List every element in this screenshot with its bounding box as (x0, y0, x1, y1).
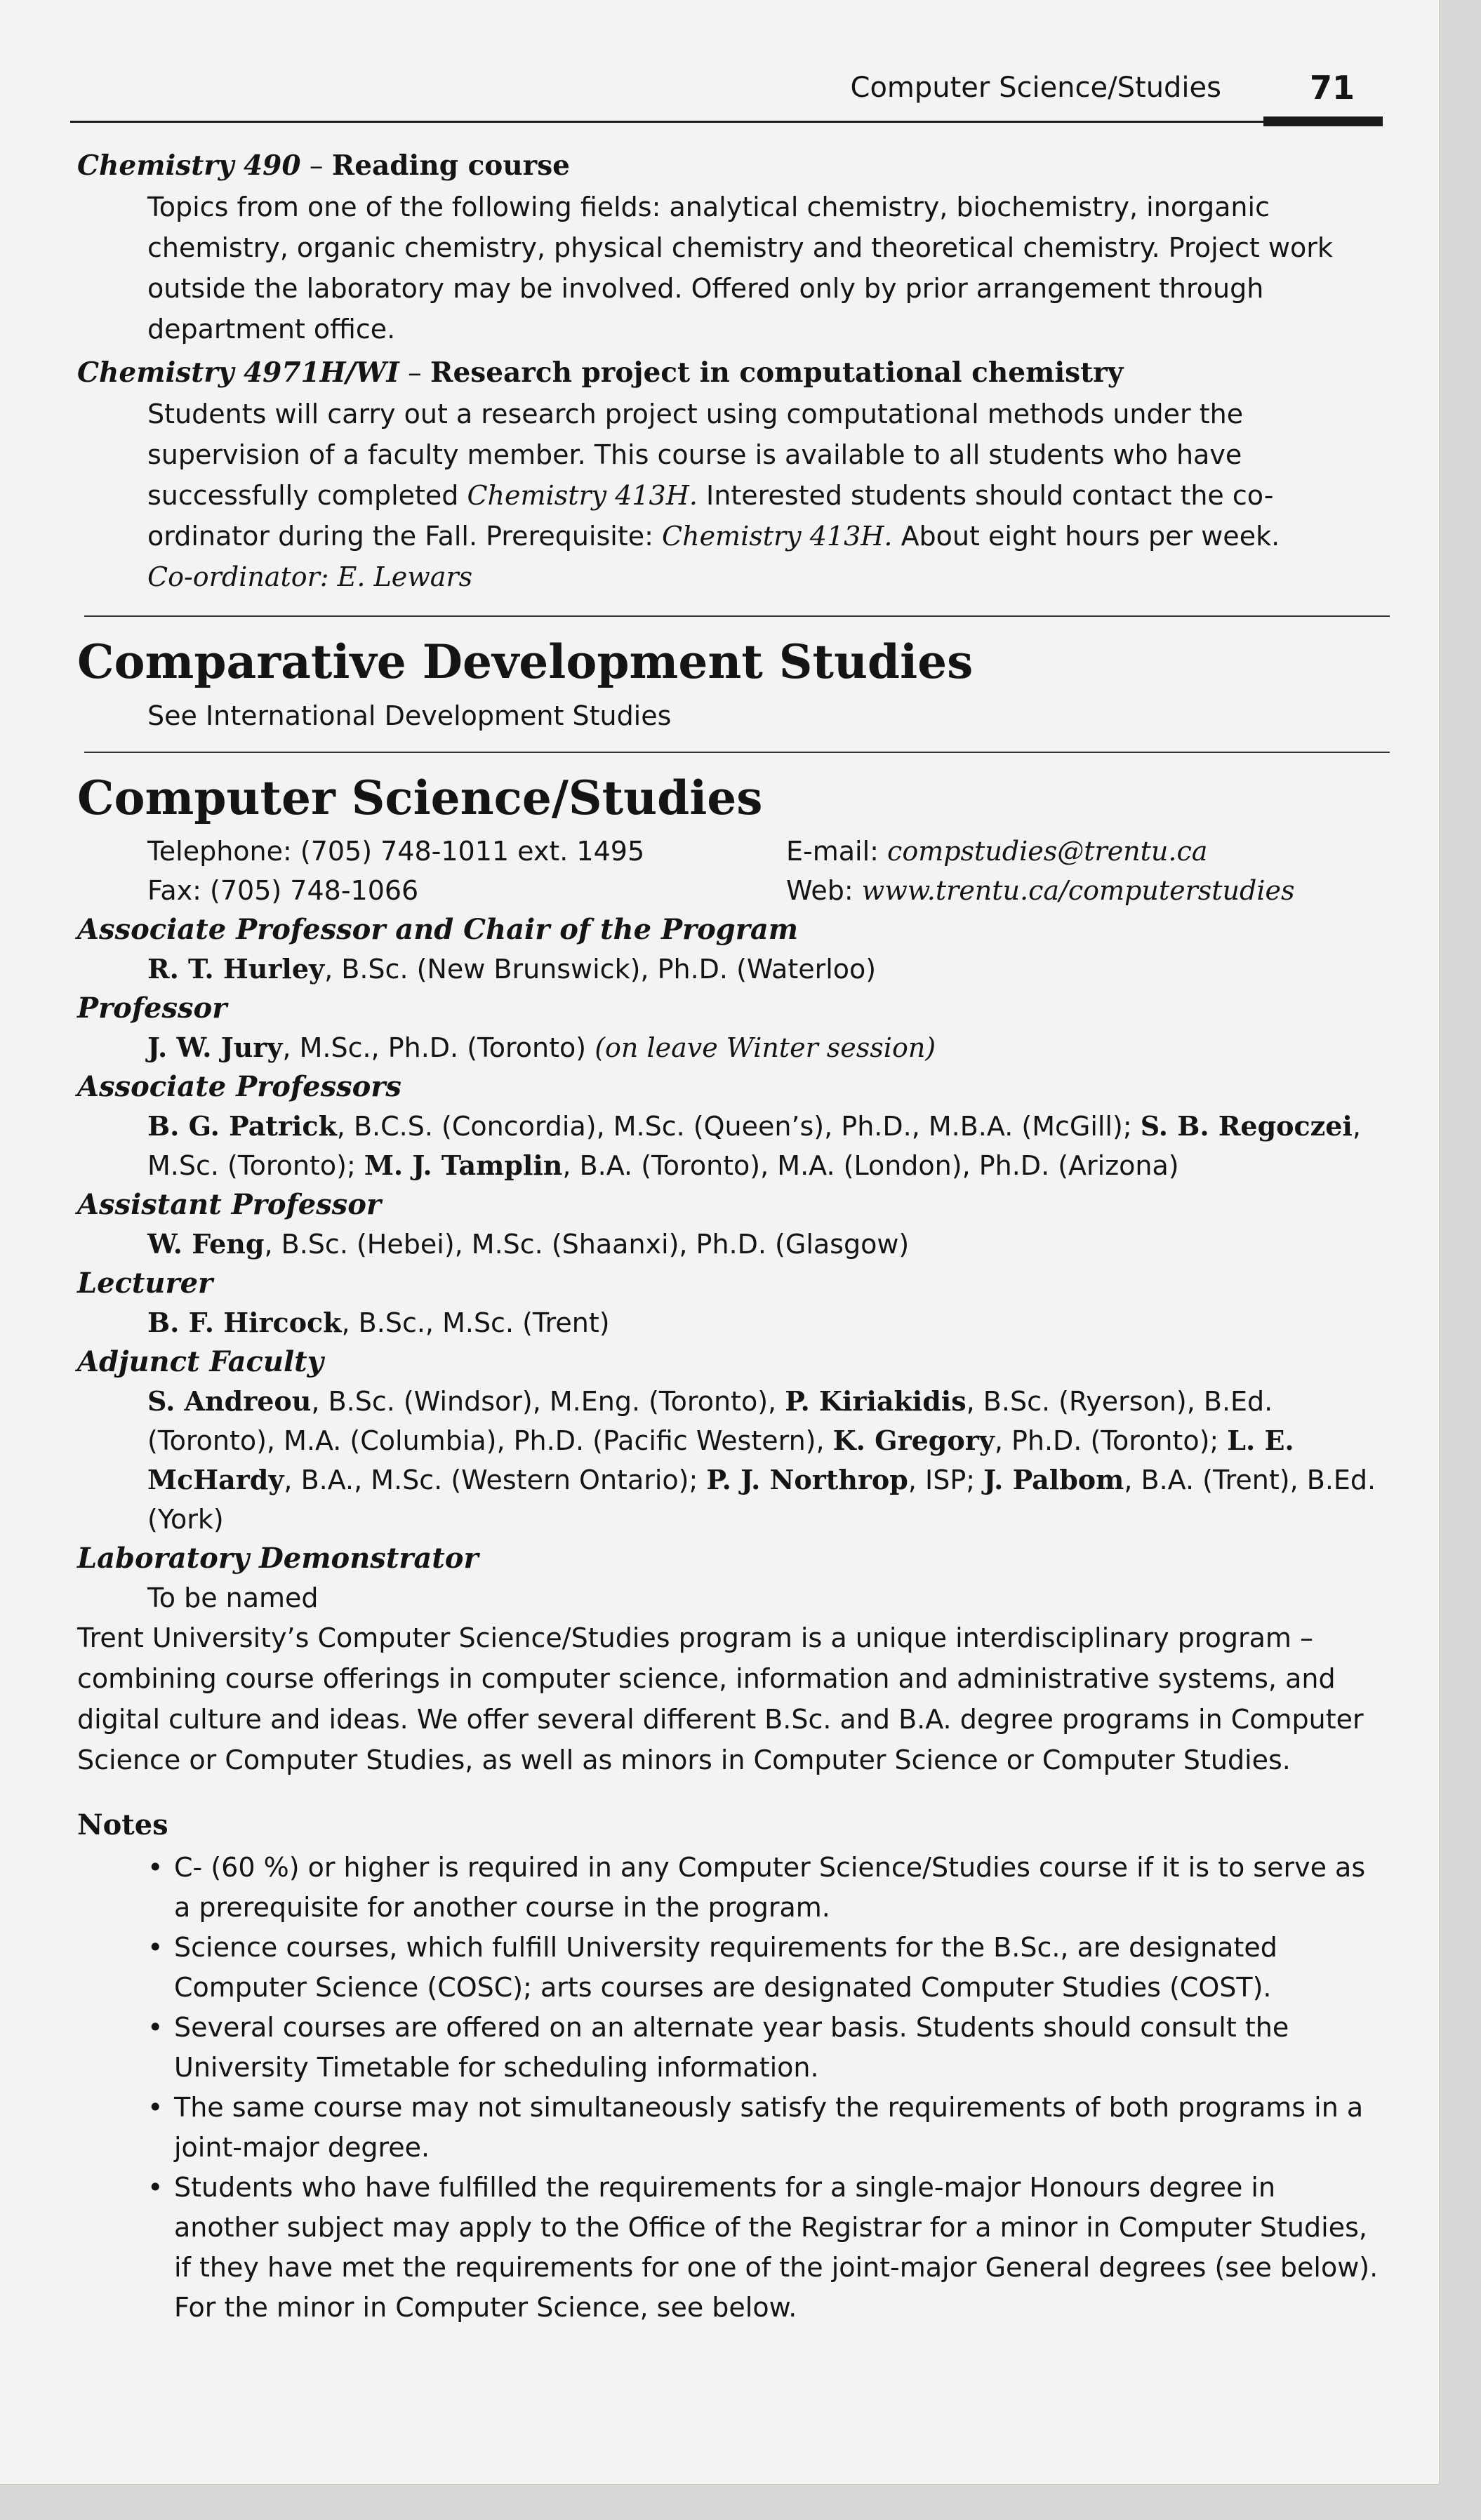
course-ref: Chemistry 413H. (662, 521, 893, 552)
course-ref: Chemistry 413H. (467, 480, 698, 511)
fax: Fax: (705) 748-1066 (147, 875, 419, 906)
course-title: Research project in computational chemistry (430, 356, 1124, 389)
faculty-list (77, 1107, 1383, 1185)
faculty-name: R. T. Hurley (147, 953, 325, 985)
course-code: Chemistry 490 (77, 149, 301, 182)
faculty-name: L. E. McHardy (147, 1425, 1294, 1495)
faculty-credentials: , B.Sc., M.Sc. (Trent) (341, 1307, 610, 1338)
faculty-list (77, 1382, 1383, 1539)
email-line (786, 832, 1418, 871)
section-divider (84, 615, 1390, 617)
faculty-list (77, 1225, 1383, 1264)
web-label: Web: (786, 875, 862, 906)
note-item (147, 2168, 1383, 2328)
email-label: E-mail: (786, 836, 888, 867)
section-heading-cs: Computer Science/Studies (77, 771, 763, 825)
faculty-name: B. G. Patrick (147, 1110, 337, 1142)
page-content (77, 56, 1383, 2328)
faculty-credentials: , M.Sc., Ph.D. (Toronto) (282, 1032, 595, 1063)
email-address[interactable]: compstudies@trentu.ca (887, 836, 1208, 867)
faculty-name: S. Andreou (147, 1385, 312, 1417)
note-text: Science courses, which fulfill University requirements for the B.Sc., are designated Computer Science (COSC); arts courses are designated Computer Studies (COST). (174, 1932, 1277, 2003)
notes-heading: Notes (77, 1808, 168, 1841)
web-address[interactable]: www.trentu.ca/computerstudies (861, 875, 1295, 906)
telephone: Telephone: (705) 748-1011 ext. 1495 (147, 836, 645, 867)
running-title: Computer Science/Studies (850, 72, 1221, 104)
faculty-credentials: , B.Sc. (Hebei), M.Sc. (Shaanxi), Ph.D. (Glasgow) (264, 1229, 910, 1260)
faculty-credentials: , B.Sc. (Ryerson), B.Ed. (Toronto), M.A. (Columbia), Ph.D. (Pacific Western), (147, 1386, 1273, 1456)
bullet: • (147, 1852, 164, 1883)
note-text: The same course may not simultaneously satisfy the requirements of both programs in a joint-major degree. (174, 2092, 1364, 2163)
faculty-credentials: , B.A., M.Sc. (Western Ontario); (284, 1465, 707, 1495)
course-description (77, 394, 1383, 556)
faculty-note: (on leave Winter session) (595, 1032, 936, 1063)
faculty-name: S. B. Regoczei (1140, 1110, 1353, 1142)
note-item (147, 1848, 1383, 1928)
course-code: Chemistry 4971H/WI (77, 356, 399, 389)
bullet: • (147, 1932, 164, 1963)
bullet: • (147, 2092, 164, 2123)
course-dash: – (309, 150, 332, 182)
faculty-role: Laboratory Demonstrator (77, 1542, 479, 1575)
faculty-role: Associate Professor and Chair of the Program (77, 913, 799, 946)
bullet: • (147, 2012, 164, 2043)
faculty-credentials: , Ph.D. (Toronto); (994, 1425, 1228, 1456)
faculty-name: B. F. Hircock (147, 1307, 342, 1338)
desc-part: Interested students should contact the co-ordinator during the Fall. Prerequisite: (147, 480, 1274, 552)
program-intro: Trent University’s Computer Science/Studies program is a unique interdisciplinary program – combining course offerings in computer science, information and administrative systems, and digital culture and ideas. We offer several different B.Sc. and B.A. degree programs in Computer Science or Computer Studies, as well as minors in Computer Science or Computer Studies. (77, 1622, 1364, 1775)
faculty-credentials: , B.C.S. (Concordia), M.Sc. (Queen’s), Ph.D., M.B.A. (McGill); (336, 1111, 1141, 1142)
faculty-name: J. Palbom (983, 1464, 1124, 1495)
faculty-name: P. Kiriakidis (785, 1385, 967, 1417)
faculty-credentials: , B.A. (Toronto), M.A. (London), Ph.D. (Arizona) (562, 1150, 1179, 1181)
faculty-credentials: , B.A. (Trent), B.Ed. (York) (147, 1465, 1376, 1535)
note-text: Several courses are offered on an alternate year basis. Students should consult the University Timetable for scheduling information. (174, 2012, 1289, 2083)
course-coordinator: Co-ordinator: E. Lewars (147, 561, 473, 592)
note-item (147, 2008, 1383, 2088)
faculty-credentials: , B.Sc. (New Brunswick), Ph.D. (Waterloo) (324, 954, 877, 985)
faculty-role: Adjunct Faculty (77, 1345, 324, 1378)
course-dash: – (408, 357, 431, 389)
faculty-credentials: , B.Sc. (Windsor), M.Eng. (Toronto), (311, 1386, 785, 1417)
desc-part: About eight hours per week. (892, 521, 1280, 552)
course-entry (77, 145, 1383, 349)
faculty-list (77, 1303, 1383, 1342)
faculty-list: To be named (147, 1582, 319, 1613)
faculty-credentials: , M.Sc. (Toronto); (147, 1111, 1361, 1181)
faculty-role: Assistant Professor (77, 1188, 381, 1221)
faculty-list (77, 1028, 1383, 1067)
course-description: Topics from one of the following fields: analytical chemistry, biochemistry, inorganic chemistry, organic chemistry, physical chemistry and theoretical chemistry. Project work outside the laboratory may be involved. Offered only by prior arrangement through department office. (147, 192, 1333, 345)
faculty-role: Associate Professors (77, 1070, 401, 1103)
section-heading-comparative: Comparative Development Studies (77, 634, 974, 689)
faculty-name: K. Gregory (832, 1425, 995, 1456)
note-text: Students who have fulfilled the requirements for a single-major Honours degree in another subject may apply to the Office of the Registrar for a minor in Computer Studies, if they have met the requirements for one of the joint-major General degrees (see below). For the minor in Computer Science, see below. (174, 2172, 1379, 2323)
notes-list (77, 1848, 1383, 2328)
faculty-credentials: , ISP; (908, 1465, 984, 1495)
bullet: • (147, 2172, 164, 2203)
contact-block (77, 832, 1383, 910)
course-heading (77, 352, 1383, 394)
note-text: C- (60 %) or higher is required in any Computer Science/Studies course if it is to serve as a prerequisite for another course in the program. (174, 1852, 1366, 1923)
web-line (786, 871, 1418, 910)
header-rule (70, 121, 1383, 123)
course-heading (77, 145, 1383, 187)
see-also-note: See International Development Studies (147, 700, 672, 731)
page-number: 71 (1309, 69, 1355, 107)
note-item (147, 1928, 1383, 2008)
faculty-role: Lecturer (77, 1267, 213, 1300)
faculty-list (77, 949, 1383, 989)
faculty-name: J. W. Jury (147, 1032, 283, 1063)
course-entry (77, 352, 1383, 597)
note-item (147, 2088, 1383, 2168)
header-thumb-tab (1263, 116, 1383, 126)
faculty-name: W. Feng (147, 1228, 265, 1260)
course-title: Reading course (331, 149, 570, 182)
faculty-role: Professor (77, 992, 227, 1025)
faculty-name: M. J. Tamplin (364, 1149, 563, 1181)
desc-part: Students will carry out a research project using computational methods under the supervision of a faculty member. This course is available to all students who have successfully completed (147, 399, 1244, 511)
section-divider (84, 752, 1390, 753)
running-header (77, 56, 1383, 137)
faculty-name: P. J. Northrop (706, 1464, 908, 1495)
